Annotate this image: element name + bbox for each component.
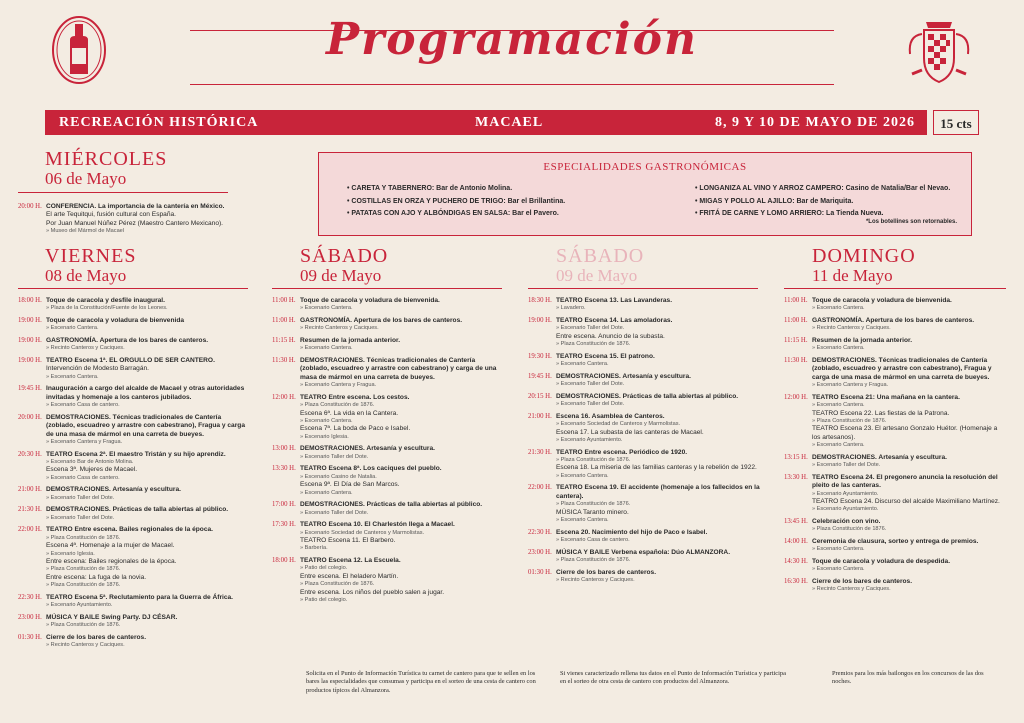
event-time: 22:30 H.: [18, 593, 42, 601]
day-heading-wednesday: [45, 148, 167, 188]
event-time: 19:00 H.: [18, 357, 42, 364]
event-time: 20:00 H.: [18, 203, 42, 210]
event-item: [528, 373, 760, 389]
event-location: » Escenario Ayuntamiento.: [812, 506, 879, 513]
specialties-left-list: [347, 183, 565, 221]
event-item: [272, 337, 504, 353]
event-title: TEATRO Entre escena. Bailes regionales de la época.: [46, 526, 213, 534]
event-item: [272, 357, 504, 390]
event-location: » Escenario Cantera.: [812, 345, 865, 352]
day-rule: [18, 192, 228, 193]
event-item: [528, 569, 760, 585]
event-location: » Lavadero.: [556, 305, 586, 312]
event-location: » Plaza Constitución de 1876.: [300, 402, 375, 409]
event-item: [272, 317, 504, 333]
event-location: » Plaza Constitución de 1876.: [812, 418, 887, 425]
specialty-item: • CARETA Y TABERNERO: Bar de Antonio Molina.: [347, 185, 513, 192]
wednesday-events: [18, 203, 258, 240]
event-location: » Escenario Casa de cantero.: [46, 402, 120, 409]
day-date: 08 de Mayo: [45, 266, 127, 285]
event-location: » Plaza Constitución de 1876.: [556, 457, 631, 464]
event-location: » Recinto Canteros y Caciques.: [556, 577, 635, 584]
specialties-box: [318, 152, 972, 236]
event-location: » Escenario Casa de cantero.: [556, 537, 630, 544]
event-time: 20:15 H.: [528, 392, 552, 400]
event-detail: Entre escena. El heladero Martín.: [300, 572, 399, 580]
event-time: 19:00 H.: [18, 317, 42, 324]
price-tag: 15 cts: [933, 110, 979, 135]
event-location: » Plaza de la Constitución/Fuente de los Leones.: [46, 305, 168, 312]
event-item: [18, 337, 250, 353]
event-location: » Escenario Ayuntamiento.: [46, 602, 113, 609]
event-item: [528, 484, 760, 524]
event-location: » Recinto Canteros y Caciques.: [300, 325, 379, 332]
event-item: [18, 203, 258, 236]
specialty-item: • MIGAS Y POLLO AL AJILLO: Bar de Mariquita.: [695, 197, 854, 205]
event-location: » Escenario Sociedad de Canteros y Marmolistas.: [300, 529, 425, 536]
event-location: » Escenario Cantera.: [300, 345, 353, 352]
event-title: DEMOSTRACIONES. Artesanía y escultura.: [812, 453, 947, 461]
event-title: TEATRO Escena 12. La Escuela.: [300, 557, 401, 565]
specialty-item: • PATATAS CON AJO Y ALBÓNDIGAS EN SALSA: Bar el Pavero.: [347, 210, 559, 217]
event-time: 23:00 H.: [528, 548, 552, 556]
banner-town: MACAEL: [475, 115, 544, 130]
event-location: » Escenario Cantera.: [556, 517, 609, 524]
event-location: » Plaza Constitución de 1876.: [556, 557, 631, 564]
event-location: » Escenario Casa de cantero.: [46, 474, 120, 481]
event-location: » Escenario Cantera y Fragua.: [46, 439, 123, 446]
event-title: Resumen de la jornada anterior.: [812, 337, 913, 344]
event-location: » Escenario Cantera.: [300, 489, 353, 496]
event-detail: Entre escena: La fuga de la novia.: [46, 573, 147, 581]
specialty-item: • LONGANIZA AL VINO Y ARROZ CAMPERO: Casino de Natalia/Bar el Nevao.: [695, 185, 951, 192]
event-time: 11:00 H.: [272, 317, 296, 324]
event-location: » Escenario Cantera.: [556, 472, 609, 479]
event-location: » Escenario Cantera y Fragua.: [300, 382, 377, 389]
event-time: 11:00 H.: [784, 297, 808, 304]
day-rule: [18, 288, 248, 289]
event-title: TEATRO Entre escena. Periódico de 1920.: [556, 448, 688, 456]
event-time: 19:30 H.: [528, 352, 552, 360]
event-time: 13:00 H.: [272, 445, 296, 453]
event-detail: TEATRO Escena 22. Las fiestas de la Patrona.: [812, 409, 950, 417]
event-location: » Escenario Bar de Antonio Molina.: [46, 459, 134, 466]
event-item: [272, 465, 504, 497]
event-title: Toque de caracola y voladura de despedida.: [812, 558, 951, 566]
event-detail: Entre escena: Bailes regionales de la época.: [46, 558, 177, 566]
event-title: Cierre de los bares de canteros.: [812, 578, 913, 586]
event-title: TEATRO Entre escena. Los cestos.: [300, 393, 410, 401]
event-detail: Intervención de Modesto Barragán.: [46, 365, 149, 373]
event-location: » Escenario Taller del Dote.: [812, 462, 881, 469]
event-detail: Escena 6ª. La vida en la Cantera.: [300, 409, 399, 417]
event-time: 11:30 H.: [784, 357, 808, 364]
event-detail: Escena 4ª. Homenaje a la mujer de Macael.: [46, 542, 175, 550]
event-title: Ceremonia de clausura, sorteo y entrega de premios.: [812, 538, 979, 546]
day-heading-saturday-continued: [556, 245, 644, 285]
event-detail: Por Juan Manuel Núñez Pérez (Maestro Cantero Mexicano).: [46, 219, 224, 227]
day-date: 09 de Mayo: [300, 266, 382, 285]
event-title: GASTRONOMÍA. Apertura de los bares de canteros.: [300, 317, 463, 324]
event-detail: Entre escena. Los niños del pueblo salen a jugar.: [300, 588, 445, 596]
event-location: » Escenario Cantera.: [812, 566, 865, 573]
event-location: » Patio del colegio.: [300, 565, 348, 572]
event-time: 11:00 H.: [784, 317, 808, 324]
event-time: 22:00 H.: [528, 484, 552, 492]
event-title: Toque de caracola y voladura de bienvenida: [46, 317, 185, 324]
event-location: » Plaza Constitución de 1876.: [46, 622, 121, 629]
event-time: 21:30 H.: [18, 506, 42, 514]
day-date: 11 de Mayo: [812, 266, 893, 285]
specialties-title: ESPECIALIDADES GASTRONÓMICAS: [543, 161, 747, 173]
footer-note-costume: Si vienes caracterizado rellena tus datos en el Punto de Información Turística y participa en el sorteo de otra cesta de cantero con productos del Almanzora.: [560, 670, 786, 686]
event-location: » Plaza Constitución de 1876.: [556, 501, 631, 508]
event-item: [18, 357, 250, 381]
event-detail: Escena 7ª. La boda de Paco e Isabel.: [300, 425, 411, 433]
event-location: » Escenario Cantera.: [300, 305, 353, 312]
day-name: DOMINGO: [812, 245, 916, 267]
event-time: 17:30 H.: [272, 521, 296, 529]
event-time: 11:00 H.: [272, 297, 296, 304]
friday-events: [18, 297, 250, 654]
event-time: 18:00 H.: [18, 297, 42, 304]
event-item: [784, 518, 1006, 534]
event-item: [18, 317, 250, 333]
event-detail: Escena 9ª. El Día de San Marcos.: [300, 481, 400, 489]
event-time: 12:00 H.: [272, 393, 296, 401]
event-time: 20:00 H.: [18, 413, 42, 421]
event-time: 19:00 H.: [18, 337, 42, 344]
event-item: [784, 317, 1006, 333]
event-location: » Escenario Cantera.: [812, 305, 865, 312]
event-location: » Plaza Constitución de 1876.: [556, 341, 631, 348]
event-title: GASTRONOMÍA. Apertura de los bares de canteros.: [46, 337, 209, 344]
event-title: Cierre de los bares de canteros.: [46, 633, 147, 641]
event-title: DEMOSTRACIONES. Técnicas tradicionales de Cantería (zoblado, escuadreo y arrastre con cabestrano), Fragua y carga de una masa de mármol en una carreta de bueyes.: [812, 357, 992, 381]
event-time: 11:15 H.: [272, 337, 296, 344]
event-time: 11:30 H.: [272, 357, 296, 364]
event-item: [18, 594, 250, 610]
page-title: Programación: [326, 14, 698, 65]
event-item: [528, 317, 760, 349]
day-date: 09 de Mayo: [556, 266, 638, 285]
event-title: TEATRO Escena 21: Una mañana en la cantera.: [812, 393, 960, 401]
event-item: [18, 614, 250, 630]
day-rule: [528, 288, 758, 289]
event-time: 19:45 H.: [18, 385, 42, 393]
event-location: » Escenario Taller del Dote.: [300, 509, 369, 516]
specialties-right-list: [695, 183, 950, 221]
event-location: » Escenario Taller del Dote.: [556, 381, 625, 388]
event-item: [528, 393, 760, 409]
event-title: Escena 16. Asamblea de Canteros.: [556, 412, 665, 420]
specialty-item: • COSTILLAS EN ORZA Y PUCHERO DE TRIGO: Bar el Brillantina.: [347, 197, 566, 205]
event-location: » Plaza Constitución de 1876.: [46, 534, 121, 541]
event-item: [784, 454, 1006, 470]
day-name: MIÉRCOLES: [45, 148, 168, 170]
specialties-note: *Los botellines son retornables.: [865, 219, 957, 225]
event-title: CONFERENCIA. La importancia de la cantería en México.: [46, 203, 225, 210]
event-location: » Escenario Cantera.: [46, 373, 99, 380]
event-title: Toque de caracola y voladura de bienvenida.: [300, 297, 440, 304]
event-title: TEATRO Escena 14. Las amoladoras.: [556, 317, 673, 324]
event-location: » Patio del colegio.: [300, 597, 348, 604]
event-title: DEMOSTRACIONES. Prácticas de talla abiertas al público.: [46, 506, 229, 514]
event-location: » Barbería.: [300, 545, 328, 552]
event-item: [784, 558, 1006, 574]
event-item: [528, 413, 760, 445]
event-item: [18, 526, 250, 589]
event-time: 01:30 H.: [18, 633, 42, 641]
event-location: » Escenario Cantera.: [300, 418, 353, 425]
event-location: » Plaza Constitución de 1876.: [300, 581, 375, 588]
event-time: 22:30 H.: [528, 528, 552, 536]
event-title: Resumen de la jornada anterior.: [300, 337, 401, 344]
event-location: » Plaza Constitución de 1876.: [812, 526, 887, 533]
event-title: TEATRO Escena 13. Las Lavanderas.: [556, 297, 673, 304]
event-location: » Escenario Cantera.: [812, 402, 865, 409]
event-location: » Recinto Canteros y Caciques.: [46, 345, 125, 352]
event-title: DEMOSTRACIONES. Técnicas tradicionales de Cantería (zoblado, escuadreo y arrastre con cabestrano), Fragua y carga de una masa de mármol en una carreta de bueyes.: [46, 413, 245, 438]
event-title: TEATRO Escena 15. El patrono.: [556, 352, 655, 360]
event-time: 20:30 H.: [18, 450, 42, 458]
event-item: [784, 538, 1006, 554]
banner: [45, 110, 927, 135]
event-location: » Escenario Taller del Dote.: [46, 514, 115, 521]
event-item: [272, 297, 504, 313]
event-item: [18, 385, 250, 409]
event-title: DEMOSTRACIONES. Prácticas de talla abiertas al público.: [300, 501, 483, 509]
event-item: [528, 353, 760, 369]
event-location: » Escenario Taller del Dote.: [46, 494, 115, 501]
event-item: [18, 414, 250, 447]
event-time: 14:00 H.: [784, 538, 808, 546]
event-title: Cierre de los bares de canteros.: [556, 568, 657, 576]
event-title: TEATRO Escena 2ª. El maestro Tristán y su hijo aprendiz.: [46, 450, 226, 458]
header-rule-bottom: [190, 84, 834, 85]
event-title: DEMOSTRACIONES. Artesanía y escultura.: [300, 445, 435, 453]
day-rule: [784, 288, 1006, 289]
event-location: » Escenario Taller del Dote.: [300, 453, 369, 460]
event-item: [784, 474, 1006, 514]
event-title: TEATRO Escena 1ª. EL ORGULLO DE SER CANTERO.: [46, 357, 215, 364]
event-location: » Recinto Canteros y Caciques.: [812, 586, 891, 593]
event-time: 13:30 H.: [784, 473, 808, 481]
event-location: » Escenario Cantera.: [812, 546, 865, 553]
day-heading-saturday: [300, 245, 388, 285]
day-heading-friday: [45, 245, 136, 285]
day-name: SÁBADO: [300, 245, 389, 267]
event-title: Toque de caracola y desfile inaugural.: [46, 297, 165, 304]
event-time: 21:30 H.: [528, 448, 552, 456]
event-time: 23:00 H.: [18, 613, 42, 621]
event-location: » Escenario Cantera.: [46, 325, 99, 332]
event-item: [784, 337, 1006, 353]
event-title: Toque de caracola y voladura de bienvenida.: [812, 297, 952, 304]
event-detail: El arte Tequitqui, fusión cultural con España.: [46, 211, 177, 219]
banner-event-name: RECREACIÓN HISTÓRICA: [59, 115, 259, 130]
event-item: [784, 297, 1006, 313]
footer-note-prizes: Premios para los más bailongos en los concursos de las dos noches.: [832, 670, 984, 686]
event-item: [272, 445, 504, 461]
event-item: [784, 394, 1006, 450]
event-detail: MÚSICA Taranto minero.: [556, 508, 629, 516]
event-item: [528, 549, 760, 565]
event-item: [784, 357, 1006, 390]
event-location: » Escenario Taller del Dote.: [556, 401, 625, 408]
event-item: [272, 394, 504, 441]
event-location: » Escenario Cantera y Fragua.: [812, 382, 889, 389]
event-item: [272, 557, 504, 604]
day-name: SÁBADO: [556, 245, 645, 267]
specialty-item: • FRITÁ DE CARNE Y LOMO ARRIERO: La Tienda Nueva.: [695, 210, 884, 217]
event-title: MÚSICA Y BAILE Swing Party. DJ CÉSAR.: [46, 613, 178, 621]
event-item: [18, 486, 250, 502]
event-item: [272, 501, 504, 517]
event-location: » Escenario Cantera.: [812, 442, 865, 449]
saturday-evening-events: [528, 297, 760, 589]
event-item: [18, 451, 250, 483]
event-title: TEATRO Escena 24. El pregonero anuncia la resolución del pleito de las canteras.: [812, 473, 998, 490]
event-detail: Entre escena. Anuncio de la subasta.: [556, 332, 665, 340]
event-location: » Escenario Ayuntamiento.: [812, 490, 879, 497]
event-item: [528, 297, 760, 313]
day-heading-sunday: [812, 245, 916, 285]
sunday-events: [784, 297, 1006, 598]
event-time: 21:00 H.: [18, 486, 42, 494]
event-time: 13:30 H.: [272, 465, 296, 473]
event-item: [784, 578, 1006, 594]
event-location: » Escenario Cantera.: [556, 361, 609, 368]
event-time: 18:00 H.: [272, 557, 296, 565]
event-item: [272, 521, 504, 553]
event-item: [18, 634, 250, 650]
event-title: Escena 20. Nacimiento del hijo de Paco e Isabel.: [556, 528, 708, 536]
event-time: 11:15 H.: [784, 337, 808, 344]
event-time: 22:00 H.: [18, 526, 42, 534]
event-title: DEMOSTRACIONES. Técnicas tradicionales de Cantería (zoblado, escuadreo y arrastre con cabestrano) y carga de una masa de mármol en una carreta de bueyes.: [300, 357, 497, 381]
event-detail: Escena 18. La miseria de las familias canteras y la rebelión de 1922.: [556, 464, 757, 472]
day-rule: [272, 288, 502, 289]
event-item: [18, 506, 250, 522]
event-time: 16:30 H.: [784, 578, 808, 586]
event-time: 13:45 H.: [784, 518, 808, 526]
event-title: DEMOSTRACIONES. Artesanía y escultura.: [556, 372, 691, 380]
day-date: 06 de Mayo: [45, 169, 127, 188]
event-item: [528, 449, 760, 481]
event-detail: TEATRO Escena 11. El Barbero.: [300, 537, 396, 545]
event-location: » Museo del Mármol de Macael: [46, 228, 125, 235]
event-location: » Plaza Constitución de 1876.: [46, 566, 121, 573]
event-location: » Recinto Canteros y Caciques.: [812, 325, 891, 332]
event-title: MÚSICA Y BAILE Verbena española: Dúo ALMANZORA.: [556, 548, 731, 556]
event-detail: Escena 17. La subasta de las canteras de Macael.: [556, 428, 704, 436]
event-item: [528, 529, 760, 545]
event-time: 14:30 H.: [784, 558, 808, 566]
event-location: » Escenario Ayuntamiento.: [556, 437, 623, 444]
event-time: 13:15 H.: [784, 453, 808, 461]
event-location: » Escenario Iglesia.: [46, 550, 95, 557]
event-title: Celebración con vino.: [812, 518, 881, 526]
event-time: 21:00 H.: [528, 412, 552, 420]
event-location: » Plaza Constitución de 1876.: [46, 582, 121, 589]
footer-note-carnet: Solicita en el Punto de Información Turística tu carnet de cantero para que te sellen en los bares las especialidades que consumas y participa en el sorteo de una cesta de cantero con productos típicos del Almanzora.: [306, 670, 536, 694]
event-location: » Escenario Casino de Natalia.: [300, 473, 377, 480]
event-title: Inauguración a cargo del alcalde de Macael y otras autoridades invitadas y homenaje a los canteros jubilados.: [46, 385, 245, 401]
event-time: 19:45 H.: [528, 372, 552, 380]
event-title: GASTRONOMÍA. Apertura de los bares de canteros.: [812, 317, 975, 324]
banner-dates: 8, 9 Y 10 DE MAYO DE 2026: [714, 115, 915, 130]
event-location: » Escenario Taller del Dote.: [556, 325, 625, 332]
event-title: DEMOSTRACIONES. Artesanía y escultura.: [46, 486, 181, 494]
event-detail: Escena 3ª. Mujeres de Macael.: [46, 466, 138, 474]
event-title: TEATRO Escena 10. El Charlestón llega a Macael.: [300, 521, 455, 529]
event-title: TEATRO Escena 8ª. Los caciques del pueblo.: [300, 465, 442, 473]
day-name: VIERNES: [45, 245, 137, 267]
event-detail: TEATRO Escena 23. El artesano Gonzalo Huétor. (Homenaje a los artesanos).: [812, 425, 998, 441]
event-time: 17:00 H.: [272, 501, 296, 509]
event-title: TEATRO Escena 5ª. Reclutamiento para la Guerra de África.: [46, 593, 234, 601]
saturday-events: [272, 297, 504, 609]
event-time: 12:00 H.: [784, 393, 808, 401]
event-location: » Escenario Sociedad de Canteros y Marmolistas.: [556, 421, 681, 428]
event-location: » Recinto Canteros y Caciques.: [46, 642, 125, 649]
event-item: [18, 297, 250, 313]
event-time: 19:00 H.: [528, 317, 552, 324]
event-title: TEATRO Escena 19. El accidente (homenaje a los fallecidos en la cantera).: [556, 484, 760, 500]
event-detail: TEATRO Escena 24. Discurso del alcalde Maximiliano Martínez.: [812, 498, 1000, 506]
event-time: 18:30 H.: [528, 297, 552, 304]
event-location: » Escenario Iglesia.: [300, 433, 349, 440]
event-title: DEMOSTRACIONES. Prácticas de talla abiertas al público.: [556, 392, 739, 400]
event-time: 01:30 H.: [528, 568, 552, 576]
